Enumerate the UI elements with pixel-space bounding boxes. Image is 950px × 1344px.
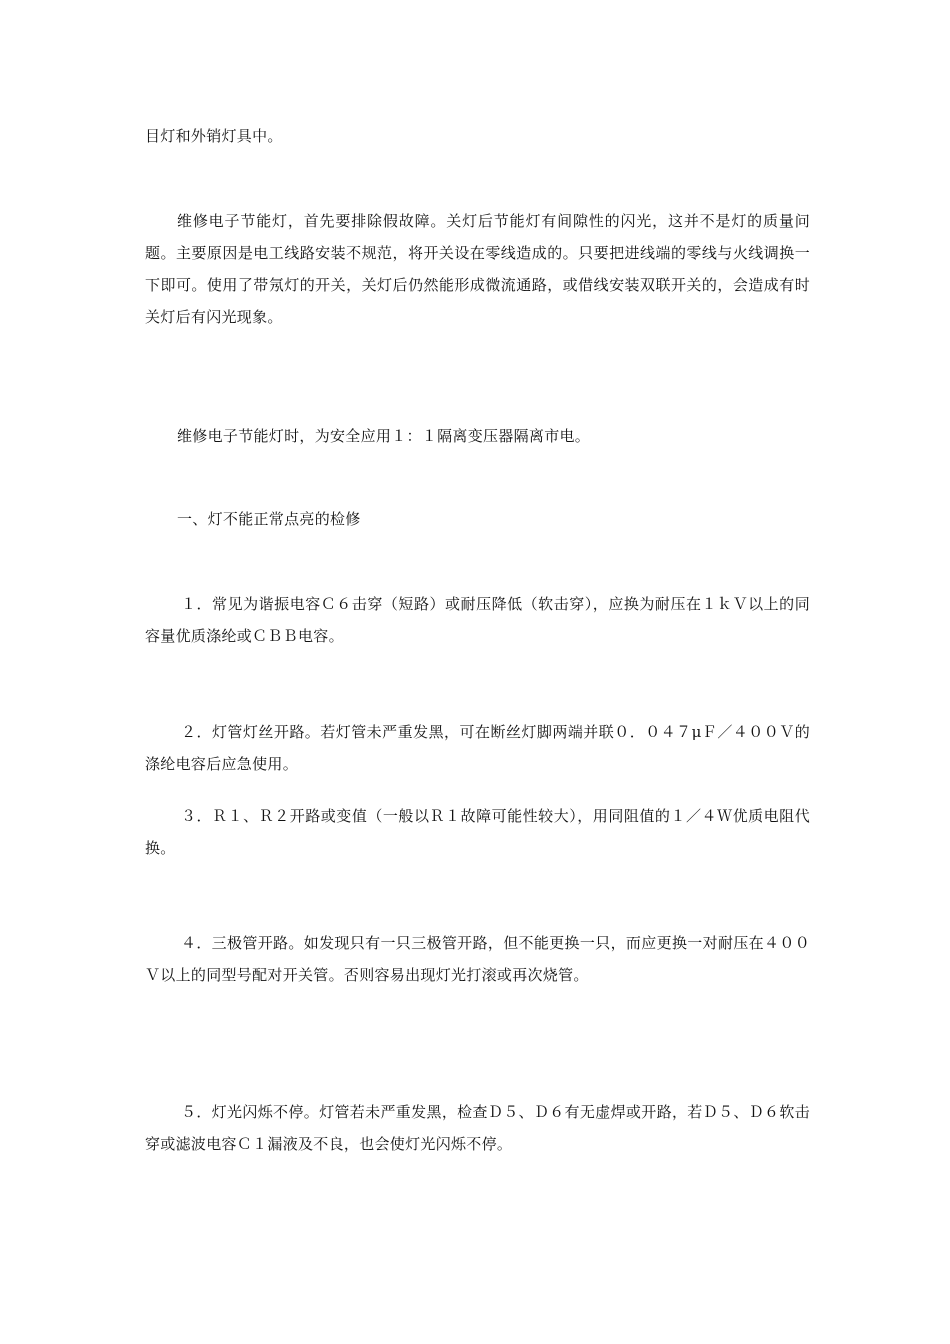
paragraph-continuation: 目灯和外销灯具中。: [145, 127, 283, 145]
list-item-2: ２．灯管灯丝开路。若灯管未严重发黑，可在断丝灯脚两端并联０．０４７μＦ／４００Ｖ的涤纶电容后应急使用。: [145, 723, 810, 773]
paragraph-safety-note: 维修电子节能灯时，为安全应用１：１隔离变压器隔离市电。: [177, 427, 591, 445]
list-item-3: ３．Ｒ１、Ｒ２开路或变值（一般以Ｒ１故障可能性较大），用同阻值的１／４Ｗ优质电阻代换。: [145, 807, 810, 857]
list-item-1: １．常见为谐振电容Ｃ６击穿（短路）或耐压降低（软击穿），应换为耐压在１ｋＶ以上的同容量优质涤纶或ＣＢＢ电容。: [145, 595, 810, 645]
list-item-4: ４．三极管开路。如发现只有一只三极管开路，但不能更换一只，而应更换一对耐压在４００Ｖ以上的同型号配对开关管。否则容易出现灯光打滚或再次烧管。: [145, 934, 810, 984]
list-item-5: ５．灯光闪烁不停。灯管若未严重发黑，检查Ｄ５、Ｄ６有无虚焊或开路，若Ｄ５、Ｄ６软击穿或滤波电容Ｃ１漏液及不良，也会使灯光闪烁不停。: [145, 1103, 810, 1153]
section-heading: 一、灯不能正常点亮的检修: [177, 510, 361, 528]
paragraph-false-fault: 维修电子节能灯，首先要排除假故障。关灯后节能灯有间隙性的闪光，这并不是灯的质量问题。主要原因是电工线路安装不规范，将开关设在零线造成的。只要把进线端的零线与火线调换一下即可。使用了带氖灯的开关，关灯后仍然能形成微流通路，或借线安装双联开关的，会造成有时关灯后有闪光现象。: [145, 212, 810, 326]
